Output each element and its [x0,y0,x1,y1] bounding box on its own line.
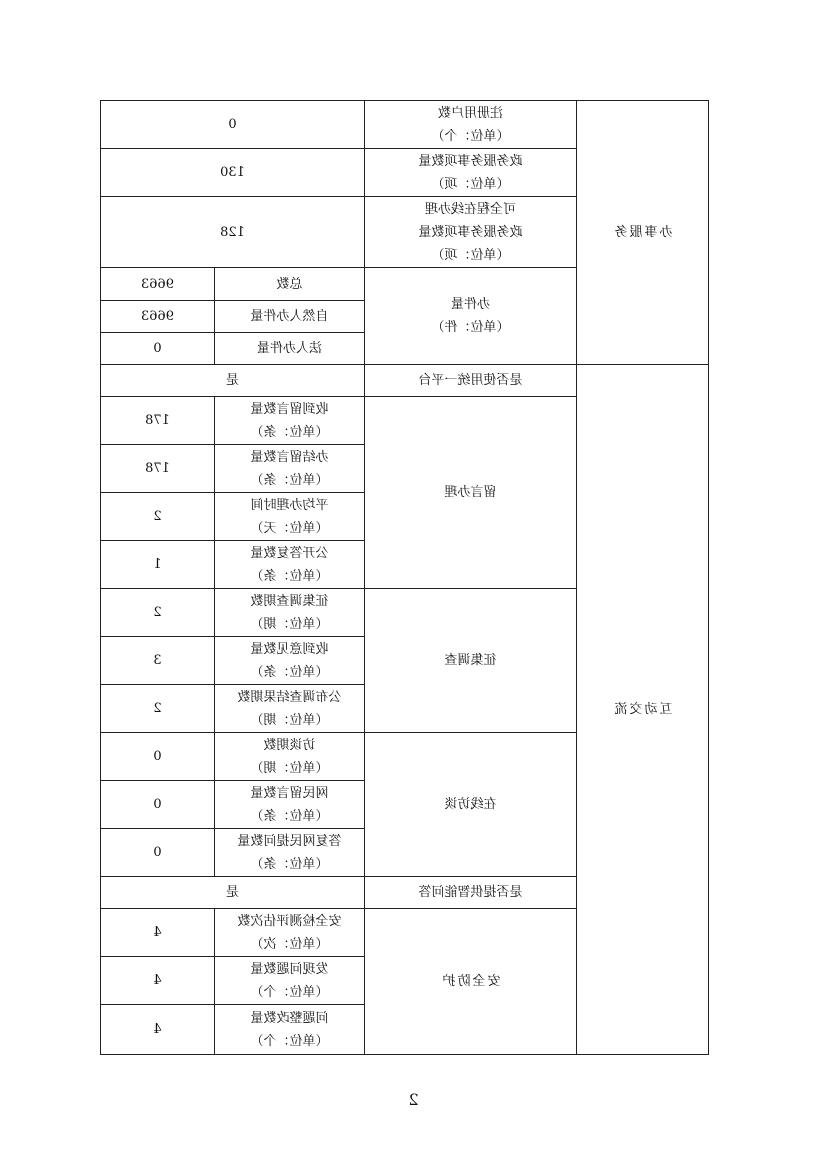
label-interview-periods: 访谈期数 （单位：期） [215,733,365,781]
label-smart-qa: 是否提供智能问答 [365,877,577,909]
value-cases-legal: 0 [101,333,215,365]
label-survey: 征集调查 [365,589,577,733]
label-messages-handled: 办结留言数量 （单位：条） [215,445,365,493]
table-row [101,365,709,397]
label-registered-users: 注册用户数 （单位：个） [365,101,577,149]
label-messages: 留言办理 [365,397,577,589]
label-survey-opinions: 收到意见数量 （单位：条） [215,637,365,685]
label-security-checks: 安全检测评估次数 （单位：次） [215,909,365,957]
label-messages-avg-time: 平均办理时间 （单位：天） [215,493,365,541]
label-online-items: 可全程在线办理 政务服务事项数量 （单位：项） [365,197,577,268]
value-messages-received: 178 [101,397,215,445]
category-office: 办事服务 [577,101,709,365]
value-problems-found: 4 [101,957,215,1005]
value-survey-opinions: 3 [101,637,215,685]
label-cases: 办件量 （单位：件） [365,268,577,365]
page-number: 2 [408,1090,419,1109]
value-interview-answers: 0 [101,829,215,877]
value-survey-results: 2 [101,685,215,733]
statistics-table [100,100,709,1055]
value-online-items: 128 [101,197,365,268]
value-messages-avg-time: 2 [101,493,215,541]
value-cases-total: 9663 [101,268,215,301]
value-netizen-messages: 0 [101,781,215,829]
label-netizen-messages: 网民留言数量 （单位：条） [215,781,365,829]
label-public-replies: 公开答复数量 （单位：条） [215,541,365,589]
value-security-checks: 4 [101,909,215,957]
label-interview-answers: 答复网民提问数量 （单位：条） [215,829,365,877]
value-registered-users: 0 [101,101,365,149]
label-cases-total: 总数 [215,268,365,301]
label-survey-periods: 征集调查期数 （单位：期） [215,589,365,637]
label-cases-natural: 自然人办件量 [215,301,365,333]
value-smart-qa: 是 [101,877,365,909]
label-service-items: 政务服务事项数量 （单位：项） [365,149,577,197]
label-problems-fixed: 问题整改数量 （单位：个） [215,1005,365,1055]
value-survey-periods: 2 [101,589,215,637]
category-interaction: 互动交流 [577,365,709,1055]
value-unified-platform: 是 [101,365,365,397]
value-interview-periods: 0 [101,733,215,781]
label-cases-legal: 法人办件量 [215,333,365,365]
label-unified-platform: 是否使用统一平台 [365,365,577,397]
value-problems-fixed: 4 [101,1005,215,1055]
value-service-items: 130 [101,149,365,197]
label-problems-found: 发现问题数量 （单位：个） [215,957,365,1005]
label-interview: 在线访谈 [365,733,577,877]
label-survey-results: 公布调查结果期数 （单位：期） [215,685,365,733]
table-row [101,101,709,149]
value-messages-handled: 178 [101,445,215,493]
category-security: 安全防护 [365,909,577,1055]
value-cases-natural: 9663 [101,301,215,333]
label-messages-received: 收到留言数量 （单位：条） [215,397,365,445]
value-public-replies: 1 [101,541,215,589]
